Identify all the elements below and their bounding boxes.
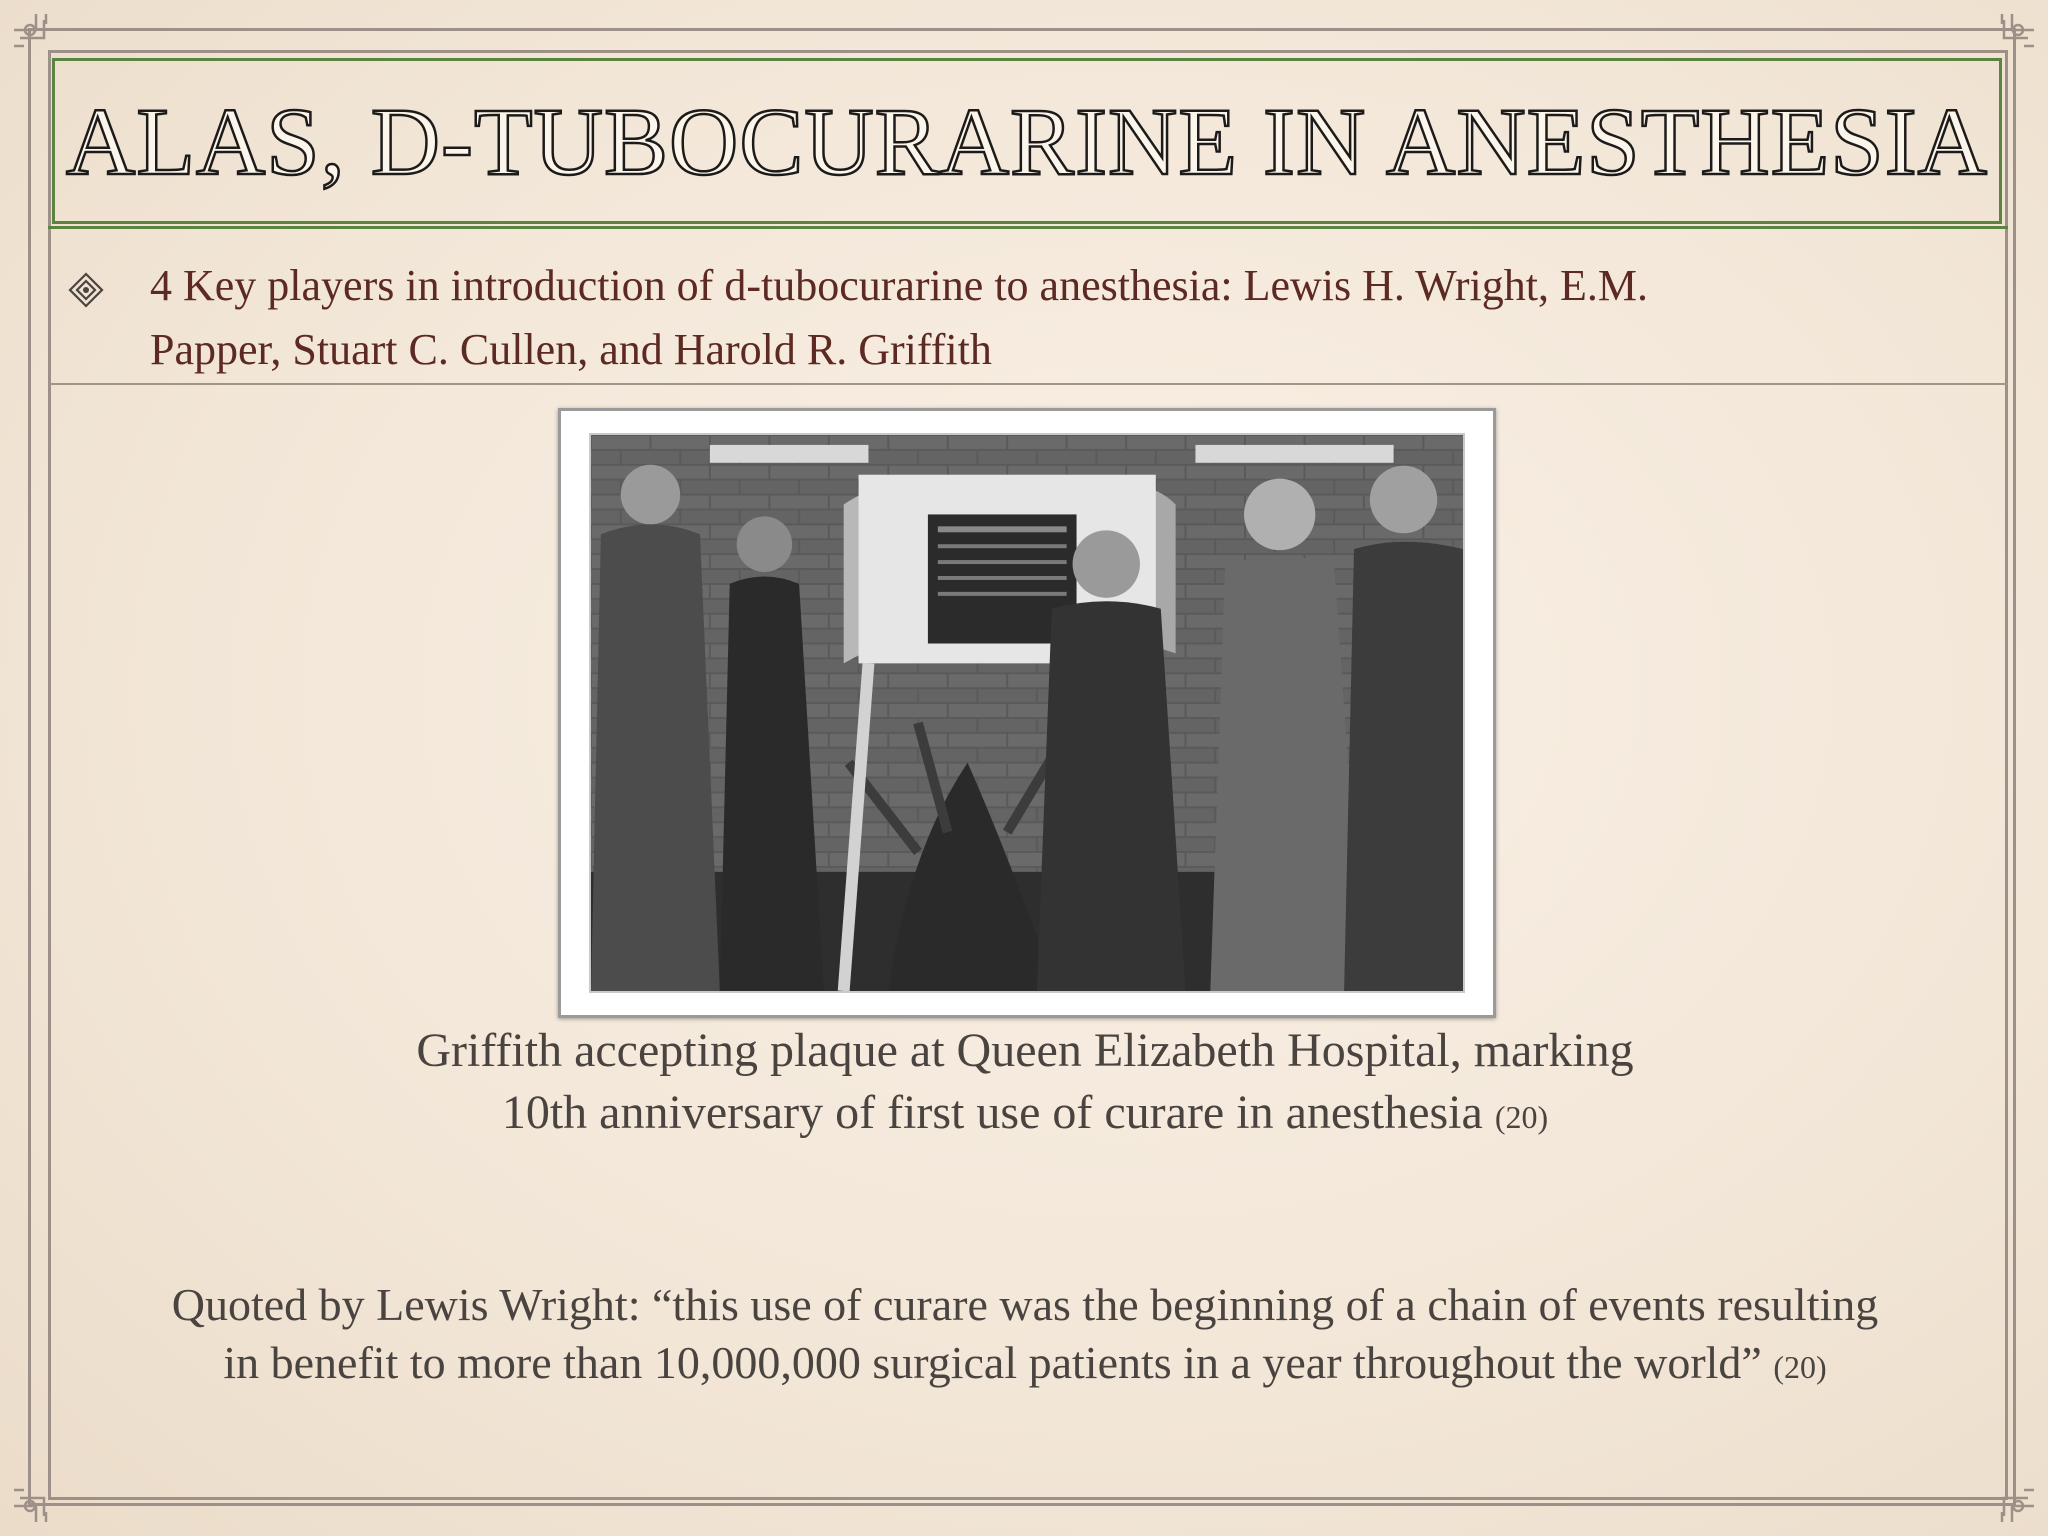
caption-citation: (20) <box>1494 1099 1549 1135</box>
photo-frame <box>558 408 1496 1018</box>
quote-text: Quoted by Lewis Wright: “this use of curare was the beginning of a chain of events resulting in benefit to more than 10,000,000 surgical patients in a year throughout the world” <box>171 1279 1879 1388</box>
title-box <box>52 58 2002 224</box>
bullet-divider <box>48 383 2008 385</box>
group-photo-plaque-image <box>589 433 1465 993</box>
bullet-item <box>50 254 1650 382</box>
diamond-bullet-icon <box>68 272 104 308</box>
photo-caption <box>380 1020 1670 1148</box>
quote-block <box>150 1276 1900 1396</box>
corner-ornament-icon <box>1982 1470 2038 1526</box>
slide-title: ALAS, D-TUBOCURARINE IN ANESTHESIA <box>66 87 1988 195</box>
corner-ornament-icon <box>10 1470 66 1526</box>
title-divider <box>48 226 2008 229</box>
caption-text: Griffith accepting plaque at Queen Elizabeth Hospital, marking 10th anniversary of first use of curare in anesthesia <box>416 1024 1634 1139</box>
bullet-text: 4 Key players in introduction of d-tubocurarine to anesthesia: Lewis H. Wright, E.M. Papper, Stuart C. Cullen, and Harold R. Griffith <box>150 261 1648 374</box>
quote-citation: (20) <box>1773 1349 1827 1385</box>
